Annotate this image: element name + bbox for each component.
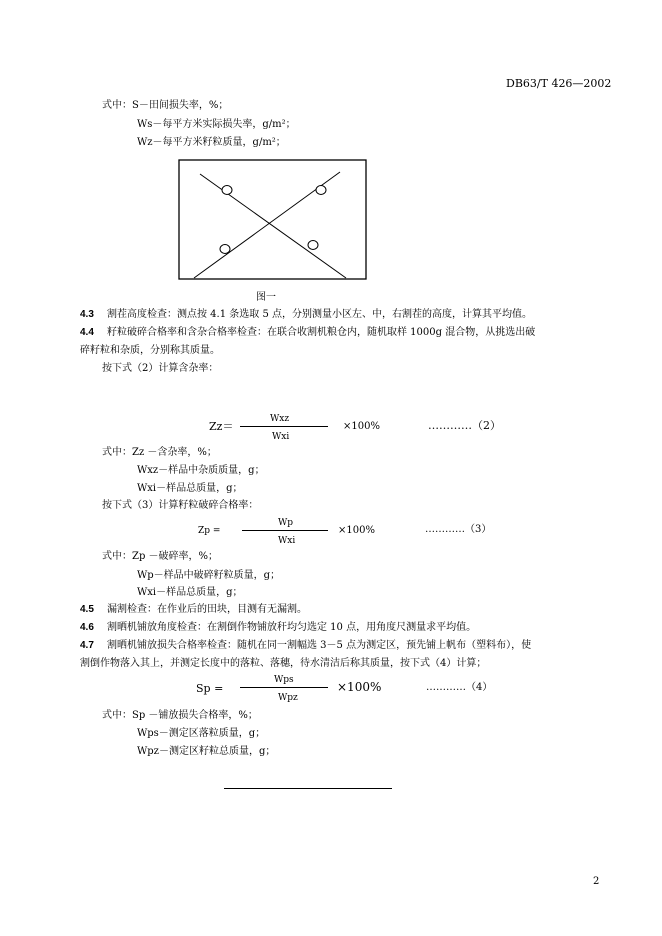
formula3-numerator: Wp <box>278 518 294 528</box>
formula2-def-wxi: Wxi－样品总质量，g； <box>137 483 243 494</box>
formula2-factor: ×100% <box>343 421 380 432</box>
section-4-5-text: 漏割检查：在作业后的田块，目测有无漏割。 <box>107 604 307 615</box>
section-4-7-number: 4.7 <box>80 640 94 651</box>
section-4-6-number: 4.6 <box>80 622 94 633</box>
formula4-ref: …………（4） <box>426 682 493 693</box>
page-number: 2 <box>593 876 600 887</box>
formula4-fraction-bar <box>240 687 328 688</box>
formula1-def-wz: Wz－每平方米籽粒质量，g/m²； <box>137 137 286 148</box>
formula4-def-intro: 式中：Sp －铺放损失合格率，%； <box>102 710 258 721</box>
formula3-intro: 按下式（3）计算籽粒破碎合格率： <box>102 500 259 511</box>
formula3-def-wxi: Wxi－样品总质量，g； <box>137 587 243 598</box>
sample-point-3 <box>220 245 230 254</box>
formula2-ref: …………（2） <box>428 419 501 432</box>
formula2-def-intro: 式中：Zz －含杂率，%； <box>102 447 217 458</box>
section-4-4-text-line1: 籽粒破碎合格率和含杂合格率检查：在联合收割机粮仓内，随机取样 1000g 混合物，从挑选出破 <box>107 327 536 338</box>
formula2-fraction-bar <box>240 426 328 427</box>
formula4-numerator: Wps <box>274 675 294 685</box>
formula1-def-intro: 式中：S－田间损失率，%； <box>102 100 229 111</box>
formula4-def-wpz: Wpz－测定区籽粒总质量，g； <box>137 746 276 757</box>
sample-point-2 <box>316 186 326 195</box>
formula3-denominator: Wxi <box>278 536 296 546</box>
formula3-ref: …………（3） <box>425 524 492 535</box>
section-4-3-text: 割茬高度检查：测点按 4.1 条选取 5 点，分别测量小区左、中，右割茬的高度，计算其平均值。 <box>107 309 532 320</box>
sample-point-1 <box>222 186 232 195</box>
formula4-factor: ×100% <box>337 680 382 694</box>
formula3-lhs: Zp = <box>198 526 221 536</box>
formula3-fraction-bar <box>242 530 328 531</box>
formula2-intro: 按下式（2）计算含杂率： <box>102 363 219 374</box>
formula2-numerator: Wxz <box>270 414 290 424</box>
formula2-denominator: Wxi <box>272 432 290 442</box>
figure-caption: 图一 <box>256 292 276 303</box>
field-rectangle <box>179 160 366 279</box>
formula2-lhs: Zz＝ <box>209 420 234 433</box>
section-4-5-number: 4.5 <box>80 604 94 615</box>
section-4-7-text-line1: 割晒机铺放损失合格率检查：随机在同一割幅选 3－5 点为测定区，预先铺上帆布（塑料布），使 <box>107 640 532 651</box>
sample-point-4 <box>308 241 318 250</box>
doc-code: DB63/T 426—2002 <box>506 77 612 90</box>
sampling-points-diagram <box>176 158 370 282</box>
section-4-7-text-line2: 割倒作物落入其上，并测定长度中的落粒、落穗，待水清洁后称其质量，按下式（4）计算； <box>80 658 487 669</box>
end-of-text-rule <box>224 788 392 789</box>
formula3-def-intro: 式中：Zp －破碎率，%； <box>102 551 219 562</box>
formula4-lhs: Sp = <box>196 682 224 695</box>
formula3-def-wp: Wp－样品中破碎籽粒质量，g； <box>137 570 281 581</box>
section-4-3-number: 4.3 <box>80 309 94 320</box>
formula1-def-ws: Ws－每平方米实际损失率，g/m²； <box>137 119 296 130</box>
formula4-def-wps: Wps－测定区落粒质量，g； <box>137 728 266 739</box>
formula3-factor: ×100% <box>338 525 375 536</box>
section-4-4-text-line2: 碎籽粒和杂质，分别称其质量。 <box>80 345 220 356</box>
formula4-denominator: Wpz <box>278 693 298 703</box>
section-4-4-number: 4.4 <box>80 327 94 338</box>
section-4-6-text: 割晒机铺放角度检查：在割倒作物铺放秆均匀选定 10 点，用角度尺测量求平均值。 <box>107 622 477 633</box>
formula2-def-wxz: Wxz－样品中杂质质量，g； <box>137 465 265 476</box>
